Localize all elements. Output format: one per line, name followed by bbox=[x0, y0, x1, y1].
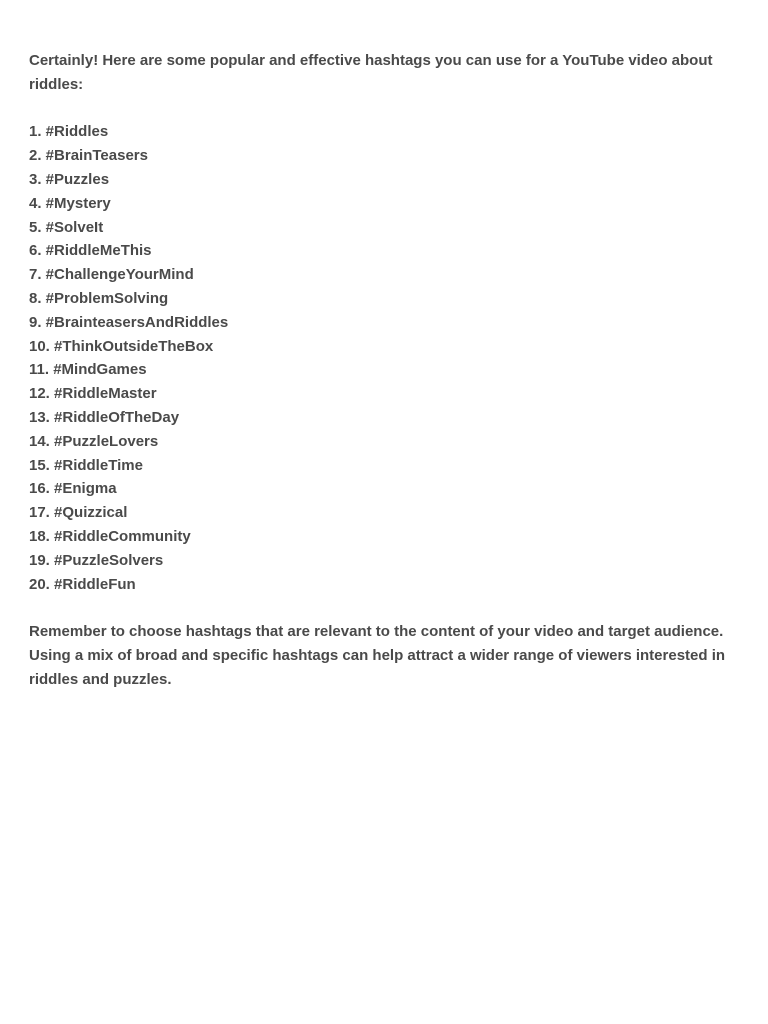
hashtag-item: 8. #ProblemSolving bbox=[29, 289, 169, 307]
hashtag-item: 14. #PuzzleLovers bbox=[29, 432, 159, 450]
hashtag-item: 18. #RiddleCommunity bbox=[29, 527, 191, 545]
hashtag-item: 16. #Enigma bbox=[29, 480, 117, 498]
hashtag-item: 5. #SolveIt bbox=[29, 218, 104, 236]
hashtag-item: 3. #Puzzles bbox=[29, 170, 110, 188]
hashtag-item: 7. #ChallengeYourMind bbox=[29, 266, 194, 284]
hashtag-item: 13. #RiddleOfTheDay bbox=[29, 408, 180, 426]
hashtag-item: 11. #MindGames bbox=[29, 361, 147, 379]
hashtag-list bbox=[29, 120, 741, 596]
response-document bbox=[29, 49, 741, 692]
hashtag-item: 12. #RiddleMaster bbox=[29, 385, 157, 403]
hashtag-item: 15. #RiddleTime bbox=[29, 456, 143, 474]
closing-paragraph: Remember to choose hashtags that are relevant to the content of your video and target audience. Using a mix of broad and specific hashtags can help attract a wider range of viewers interested in riddles and puzzles. bbox=[29, 623, 726, 688]
hashtag-item: 4. #Mystery bbox=[29, 194, 111, 212]
hashtag-item: 1. #Riddles bbox=[29, 123, 109, 141]
hashtag-item: 6. #RiddleMeThis bbox=[29, 242, 152, 260]
intro-paragraph: Certainly! Here are some popular and effective hashtags you can use for a YouTube video about riddles: bbox=[29, 52, 713, 93]
hashtag-item: 9. #BrainteasersAndRiddles bbox=[29, 313, 229, 331]
hashtag-item: 20. #RiddleFun bbox=[29, 575, 136, 593]
hashtag-item: 2. #BrainTeasers bbox=[29, 147, 148, 165]
hashtag-item: 17. #Quizzical bbox=[29, 504, 128, 522]
hashtag-item: 10. #ThinkOutsideTheBox bbox=[29, 337, 214, 355]
hashtag-item: 19. #PuzzleSolvers bbox=[29, 551, 164, 569]
